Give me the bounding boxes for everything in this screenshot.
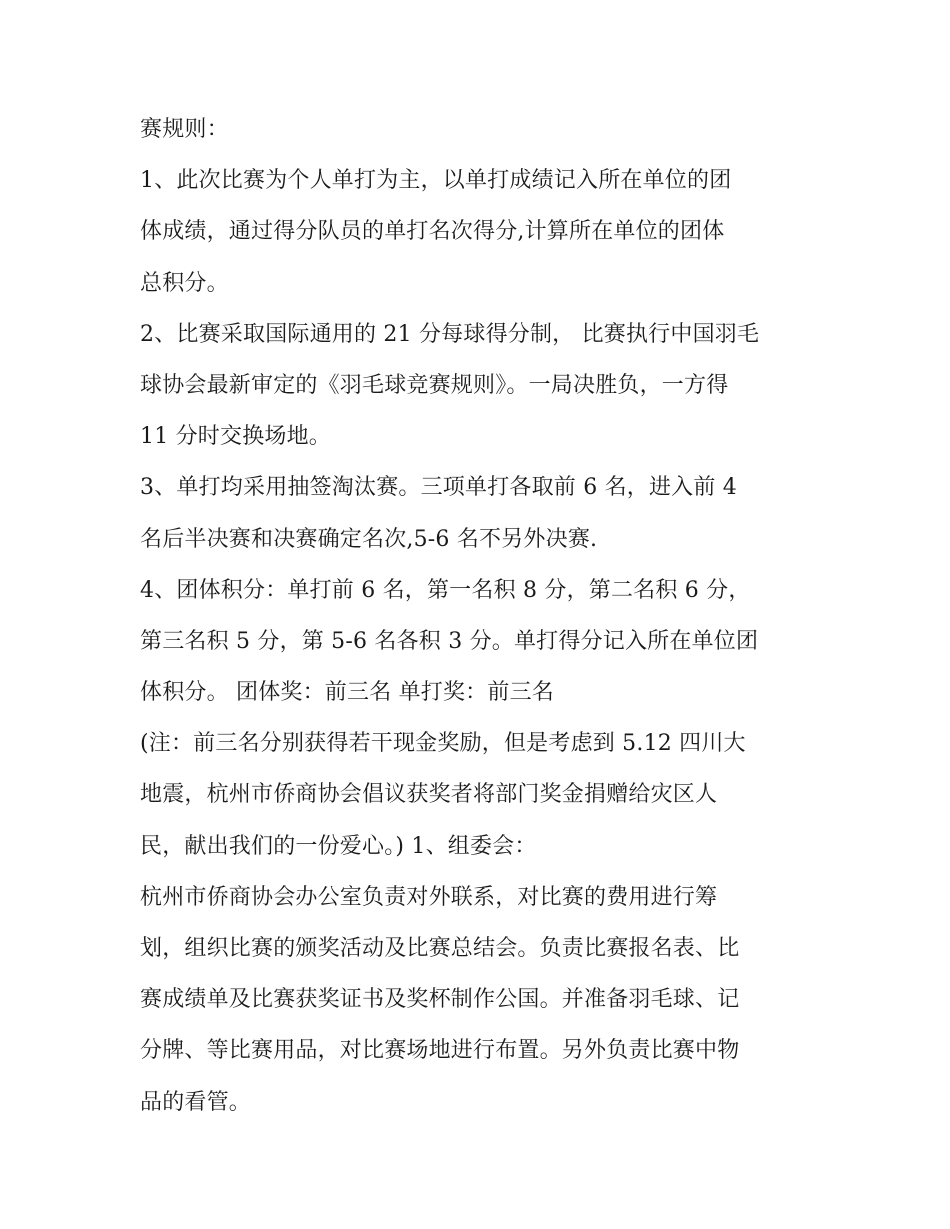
- text-line: 民，献出我们的一份爱心。) 1、组委会：: [140, 833, 537, 859]
- text-line: 2、比赛采取国际通用的 21 分每球得分制， 比赛执行中国羽毛: [140, 321, 760, 347]
- text-line: (注：前三名分别获得若干现金奖励，但是考虑到 5.12 四川大: [140, 731, 746, 757]
- text-line: 赛规则：: [140, 117, 229, 142]
- text-line: 体成绩，通过得分队员的单打名次得分,计算所在单位的团体: [140, 219, 725, 245]
- text-line: 第三名积 5 分，第 5-6 名各积 3 分。单打得分记入所在单位团: [140, 628, 759, 654]
- text-line: 名后半决赛和决赛确定名次,5-6 名不另外决赛.: [140, 526, 598, 552]
- text-line: 1、此次比赛为个人单打为主，以单打成绩记入所在单位的团: [140, 168, 732, 194]
- text-line: 体积分。 团体奖：前三名 单打奖：前三名: [140, 680, 554, 706]
- text-line: 赛成绩单及比赛获奖证书及奖杯制作公国。并准备羽毛球、记: [140, 987, 740, 1013]
- text-line: 地震，杭州市侨商协会倡议获奖者将部门奖金捐赠给灾区人: [140, 782, 718, 808]
- text-line: 3、单打均采用抽签淘汰赛。三项单打各取前 6 名，进入前 4: [140, 475, 737, 501]
- text-line: 分牌、等比赛用品，对比赛场地进行布置。另外负责比赛中物: [140, 1038, 740, 1064]
- text-line: 品的看管。: [140, 1089, 252, 1115]
- document-body: [140, 104, 820, 1128]
- text-line: 杭州市侨商协会办公室负责对外联系，对比赛的费用进行筹: [140, 884, 718, 910]
- text-line: 11 分时交换场地。: [140, 424, 331, 450]
- text-line: 球协会最新审定的《羽毛球竞赛规则》。一局决胜负，一方得: [140, 372, 729, 398]
- text-line: 总积分。: [140, 270, 229, 296]
- text-line: 4、团体积分：单打前 6 名，第一名积 8 分，第二名积 6 分，: [140, 577, 751, 603]
- text-line: 划，组织比赛的颁奖活动及比赛总结会。负责比赛报名表、比: [140, 936, 740, 961]
